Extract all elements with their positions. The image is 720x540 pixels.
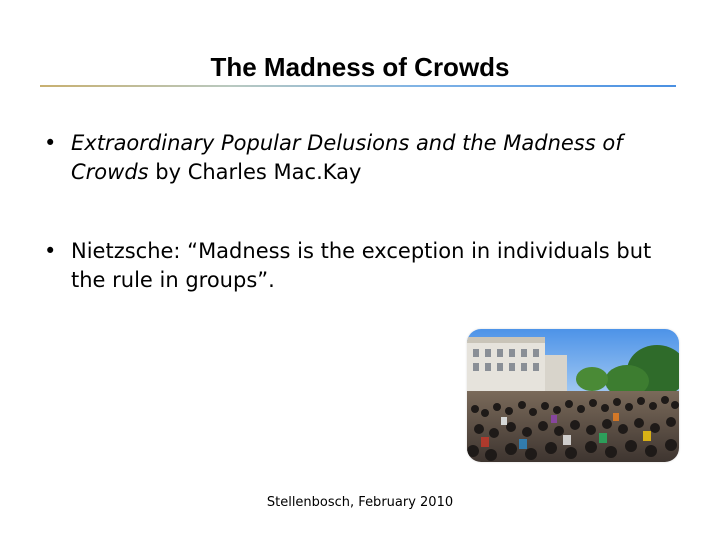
bullet-marker: • xyxy=(44,131,57,155)
bullet-item-2 xyxy=(44,237,684,295)
bullet-text-2: Nietzsche: “Madness is the exception in individuals but the rule in groups”. xyxy=(71,239,652,292)
crowd-photo-image xyxy=(467,329,679,462)
book-title: Extraordinary Popular Delusions and the Madness of Crowds xyxy=(71,131,623,184)
slide-footer: Stellenbosch, February 2010 xyxy=(266,495,454,510)
title-underline xyxy=(40,85,676,87)
bullet-item-1 xyxy=(44,129,684,187)
book-author: by Charles Mac.Kay xyxy=(148,160,362,184)
bullet-marker: • xyxy=(44,239,57,263)
slide-title: The Madness of Crowds xyxy=(210,52,510,82)
bullet-text-1 xyxy=(71,129,684,187)
crowd-photo xyxy=(467,329,679,462)
